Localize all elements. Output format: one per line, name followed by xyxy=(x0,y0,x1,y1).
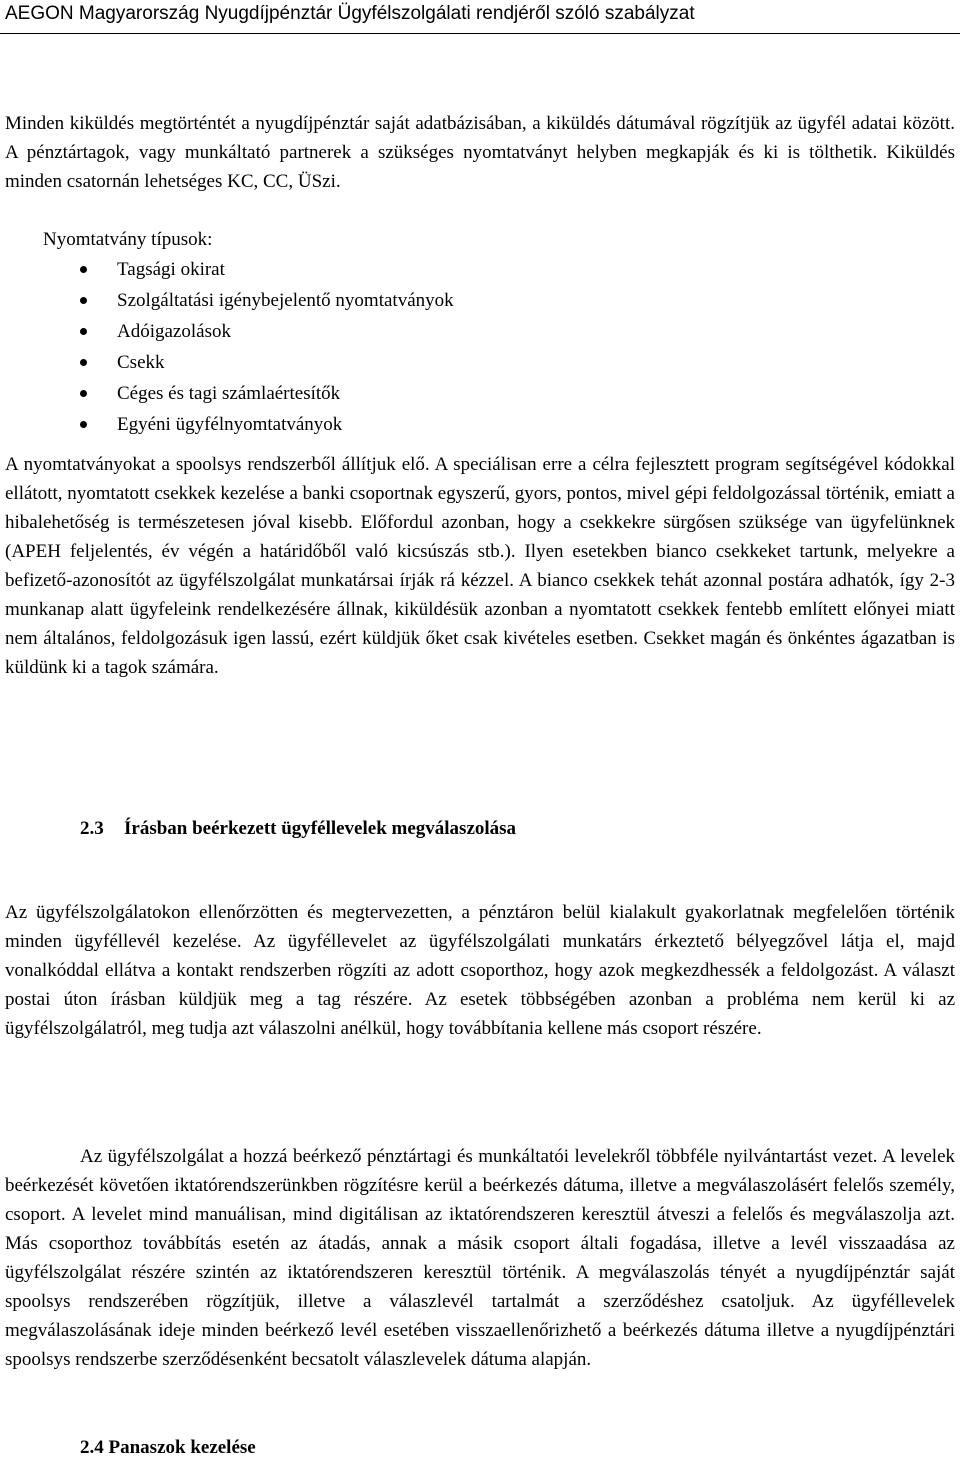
bullet-icon xyxy=(80,421,87,428)
header-divider xyxy=(0,33,960,34)
section-title: Írásban beérkezett ügyféllevelek megválaszolása xyxy=(124,818,517,839)
list-item: Csekk xyxy=(80,347,454,378)
section-number: 2.3 xyxy=(80,818,104,839)
bullet-icon xyxy=(80,297,87,304)
list-item: Tagsági okirat xyxy=(80,254,454,285)
section-heading-2-3 xyxy=(80,814,516,843)
bullet-icon xyxy=(80,266,87,273)
form-types-label: Nyomtatvány típusok: xyxy=(43,229,213,250)
bullet-icon xyxy=(80,390,87,397)
paragraph-letter-handling: Az ügyfélszolgálatokon ellenőrzötten és megtervezetten, a pénztáron belül kialakult gyakorlatnak megfelelően történik minden ügyféllevél kezelése. Az ügyféllevelet az ügyfélszolgálati munkatárs érkeztető bélyegzővel látja el, majd vonalkóddal ellátva a kontakt rendszerben rögzíti az adott csoporthoz, hogy azok megkezdhessék a feldolgozást. A választ postai úton írásban küldjük meg a tag részére. Az esetek többségében azonban a probléma nem kerül ki az ügyfélszolgálatról, meg tudja azt válaszolni anélkül, hogy továbbítania kellene más csoport részére. xyxy=(5,902,955,1039)
bullet-icon xyxy=(80,359,87,366)
bullet-icon xyxy=(80,328,87,335)
list-item: Céges és tagi számlaértesítők xyxy=(80,378,454,409)
paragraph-letter-registry: Az ügyfélszolgálat a hozzá beérkező pénztártagi és munkáltatói levelekről többféle nyilvántartást vezet. A levelek beérkezését követően iktatórendszerünkben rögzítésre kerül a beérkezés dátuma, illetve a megválaszolásért felelős személy, csoport. A levelet mind manuálisan, mind digitálisan az iktatórendszeren keresztül átveszi a felelős és megválaszolja azt. Más csoporthoz továbbítás esetén az átadás, annak a másik csoport általi fogadása, illetve a levél visszaadása az ügyfélszolgálat részére szintén az iktatórendszeren keresztül történik. A megválaszolás tényét a nyugdíjpénztár saját spoolsys rendszerében rögzítjük, illetve a válaszlevél tartalmát a szerződéshez csatoljuk. Az ügyféllevelek megválaszolásának ideje minden beérkező levél esetében visszaellenőrizhető a beérkezés dátuma illetve a nyugdíjpénztári spoolsys rendszerbe szerződésenként becsatolt válaszlevelek dátuma alapján. xyxy=(5,1146,955,1370)
list-item: Szolgáltatási igénybejelentő nyomtatványok xyxy=(80,285,454,316)
list-item: Adóigazolások xyxy=(80,316,454,347)
list-item: Egyéni ügyfélnyomtatványok xyxy=(80,409,454,440)
form-types-list xyxy=(80,254,454,440)
page-header: AEGON Magyarország Nyugdíjpénztár Ügyfélszolgálati rendjéről szóló szabályzat xyxy=(5,3,695,24)
section-heading-2-4: 2.4 Panaszok kezelése xyxy=(80,1437,256,1458)
paragraph-dispatch-record: Minden kiküldés megtörténtét a nyugdíjpénztár saját adatbázisában, a kiküldés dátumával rögzítjük az ügyfél adatai között. A pénztártagok, vagy munkáltató partnerek a szükséges nyomtatványt helyben megkapják és ki is tölthetik. Kiküldés minden csatornán lehetséges KC, CC, ÜSzi. xyxy=(5,113,955,192)
paragraph-spoolsys-checks: A nyomtatványokat a spoolsys rendszerből állítjuk elő. A speciálisan erre a célra fejlesztett program segítségével kódokkal ellátott, nyomtatott csekkek kezelése a banki csoportnak egyszerű, gyors, pontos, mivel gépi feldolgozással történik, emiatt a hibalehetőség is természetesen jóval kisebb. Előfordul azonban, hogy a csekkekre sürgősen szüksége van ügyfelünknek (APEH feljelentés, év végén a határidőből való kicsúszás stb.). Ilyen esetekben bianco csekkeket tartunk, melyekre a befizető-azonosítót az ügyfélszolgálat munkatársai írják rá kézzel. A bianco csekkek tehát azonnal postára adhatók, így 2-3 munkanap alatt ügyfeleink rendelkezésére állnak, kiküldésük azonban a nyomtatott csekkek fentebb említett előnyei miatt nem általános, feldolgozásuk igen lassú, ezért küldjük őket csak kivételes esetben. Csekket magán és önkéntes ágazatban is küldünk ki a tagok számára. xyxy=(5,454,955,678)
